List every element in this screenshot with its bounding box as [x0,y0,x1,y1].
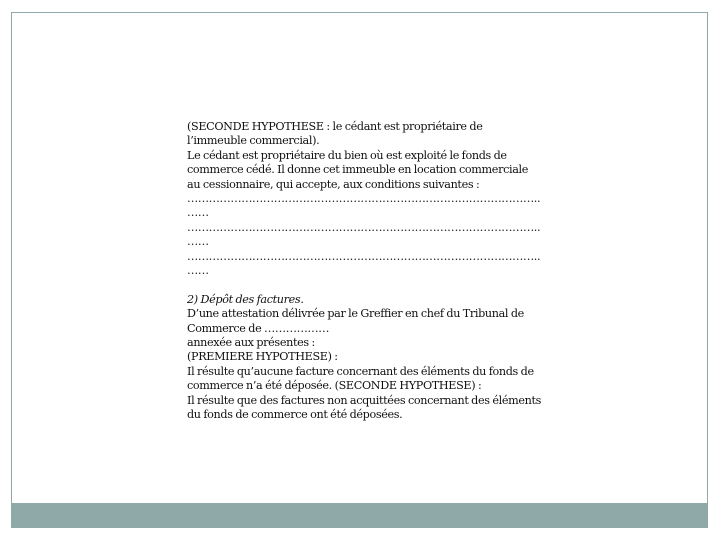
section-number: 2) [187,292,201,306]
text-line: Commerce de ……………… [187,321,330,335]
text-line: (PREMIERE HYPOTHESE) : [187,350,338,364]
text-line: Il résulte que des factures non acquittées concernant des éléments [187,393,542,407]
text-line: annexée aux présentes : [187,336,315,350]
dotted-line: …………………………………………………………………………………….. [187,220,541,234]
dotted-line: …… [187,235,209,249]
text-line: commerce cédé. Il donne cet immeuble en location commerciale [187,163,529,177]
dotted-line: …………………………………………………………………………………….. [187,249,541,263]
dotted-line: …………………………………………………………………………………….. [187,192,541,206]
section-title: Dépôt des factures [200,292,301,306]
dotted-line: …… [187,206,209,220]
dotted-line: …… [187,264,209,278]
text-line: commerce n’a été déposée. (SECONDE HYPOTHESE) : [187,379,482,393]
text-line: (SECONDE HYPOTHESE : le cédant est propriétaire de [187,120,483,133]
text-line: l’immeuble commercial). [187,134,320,148]
footer-band [12,503,707,527]
document-body [187,120,547,423]
blank-line [187,278,547,292]
text-line: D’une attestation délivrée par le Greffier en chef du Tribunal de [187,307,524,321]
section-title-end: . [300,292,304,306]
text-line: du fonds de commerce ont été déposées. [187,408,403,422]
text-line: Le cédant est propriétaire du bien où est exploité le fonds de [187,148,507,162]
text-line: au cessionnaire, qui accepte, aux conditions suivantes : [187,177,480,191]
section-heading [187,293,547,307]
text-line: Il résulte qu’aucune facture concernant des éléments du fonds de [187,364,534,378]
